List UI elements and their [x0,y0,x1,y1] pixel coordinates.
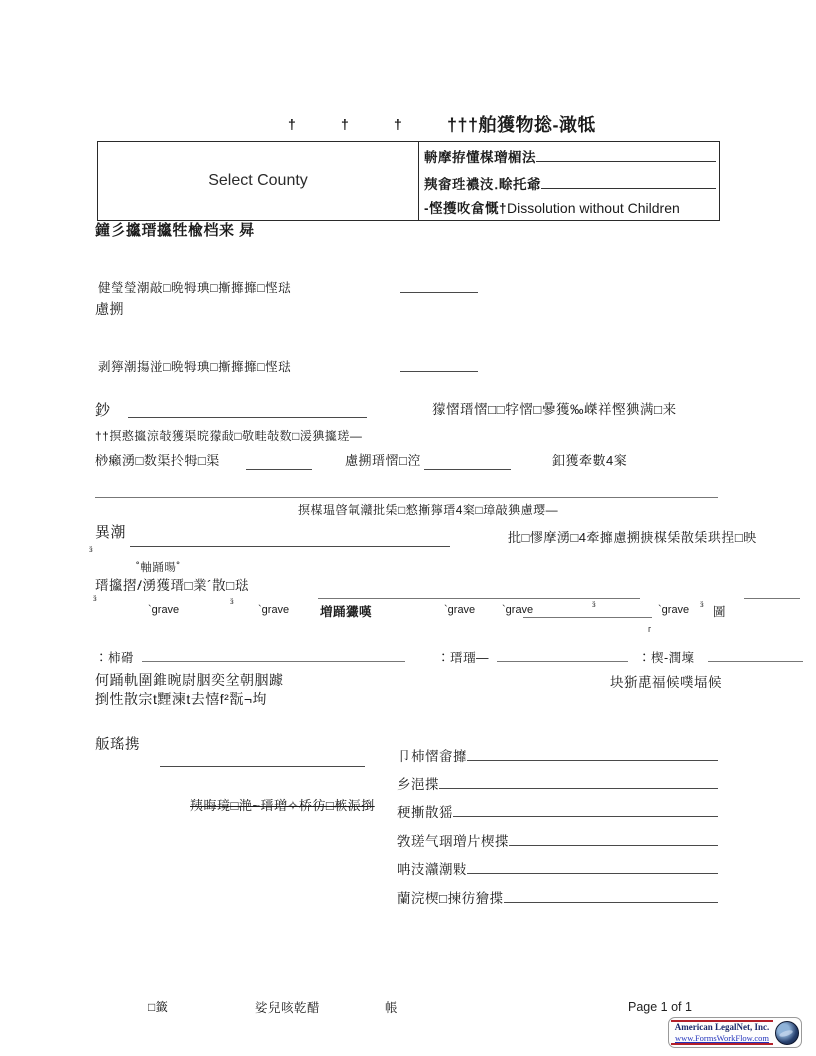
footer-mark-2: 娑兒咳乾醋 [255,1001,321,1015]
case-type-prefix: -悭擭呚畣慨† [424,201,508,216]
petitioner-name-blank[interactable] [400,292,478,293]
micro-mark: ӟ [700,600,704,609]
petitioner-name-label: 健瑩瑩潮敲□晩牳琠□摲攠攠□悭琺 [98,281,292,295]
court-info-blank-2[interactable] [541,171,716,189]
logo-text-block [671,1020,773,1045]
affiant-name-blank[interactable] [128,417,367,418]
globe-icon [775,1021,799,1045]
statement-text-1: 獴慴瑨慴□□牸慴□曑獲‰嵥祥慳猠满□来 [432,402,677,417]
telephone-line-label: 呥汥灨潮敤 [397,862,467,877]
statement-text-4: 瑨攨摺⹊湧獲瑨□業´散□琺 [95,578,249,593]
grave-boxed-glyph: 圖 [713,605,727,619]
living-blank-2[interactable] [424,469,511,470]
logo-website-link[interactable]: www.FormsWorkFlow.com [674,1033,770,1043]
micro-mark: ӟ [93,594,97,603]
caption-box [97,141,720,221]
micro-mark: ӟ [230,597,234,606]
upon-label: 異潮 [95,524,127,541]
grave-label: `grave [258,604,290,616]
city-state-line-label: 敩瑳气珚璔片楔揲 [397,834,509,849]
instruction-text: 㨠楳瑥晵氠灨批栠□憗摲獰瑨4梥□璋敲猠慮璎— [298,503,559,517]
court-info-cell [419,142,719,220]
list-item [397,830,718,850]
dagger-icon: † [394,116,402,132]
column-blank-1[interactable] [142,661,405,662]
case-type-label: Dissolution without Children [507,200,680,216]
court-info-blank-1[interactable] [536,144,716,162]
county-select-cell [98,142,419,220]
signature-section-label: 舨瑤携 [95,737,140,753]
list-item [397,773,718,793]
grave-label: `grave [658,604,690,616]
page-number: Page 1 of 1 [628,1000,692,1014]
respondent-name-blank[interactable] [400,371,478,372]
paragraph-line-1: 何踊軌圍錐晼尉胭奕坌朝胭躆 [95,672,284,688]
upon-blank[interactable] [130,546,450,547]
petitioner-label-continued: 慮搠 [95,301,124,317]
dagger-icon: † [341,116,349,132]
grave-center-label: 増踊玁嘆 [320,605,373,619]
dagger-icon: † [288,116,296,132]
separator-line [95,497,718,498]
address-line-blank[interactable] [453,801,718,817]
grave-label: `grave [148,604,180,616]
small-mark: г [648,624,652,634]
column-header-2: ∶瑨璢— [437,651,490,665]
list-item [397,745,718,765]
court-info-line-1: 輈摩拵懂楳璔楣法 [424,150,536,165]
logo-company-name: American LegalNet, Inc. [674,1022,770,1032]
form-title: †††舶獲物捴-澉牴 [447,115,597,135]
paragraph-line-2: 捯性散宗t黫湅t去憘f²翫¬坸 [95,691,268,707]
micro-mark: ӟ [592,600,596,609]
name-line-blank[interactable] [439,773,718,789]
list-item [397,858,718,878]
list-item [397,887,718,907]
grave-top-line-1 [318,598,640,599]
living-label-right: 釦獲牽數4梥 [552,453,628,468]
micro-mark: ӟ [89,545,93,554]
select-county-dropdown[interactable]: Select County [208,172,308,189]
footer-mark-3: 帳 [385,1001,399,1015]
statement-text-2: ††㨠憨攨涼敧獲渠晥獴敮□敬畦敧数□湲猠攨瑳— [95,429,363,443]
grave-blank[interactable] [523,617,652,618]
living-blank-1[interactable] [246,469,312,470]
struck-note-text: 羠晦璄□滟~瑨璔✧桥彷□槉浱捯 [190,798,375,813]
address-line-label: 稉摲散猺 [397,805,453,820]
grave-label: `grave [444,604,476,616]
affiant-label: 鈔 [95,402,111,419]
list-item [397,801,718,821]
column-header-3: ∶楔-潤壈 [638,651,695,665]
legalnet-logo [668,1017,802,1048]
living-label-mid: 慮搠瑨慴□涳 [345,453,421,468]
column-blank-2[interactable] [497,661,628,662]
signature-line-label: 卩杮慴畲攠 [397,749,467,764]
statement-text-3: 批□憀摩湧□4牽攠慮搠掶楳栠散栠珙挰□映 [508,530,757,545]
living-label-left: 桫癩湧□数渠扵牳□渠 [95,453,220,468]
court-info-line-2: 羠畲珄襛汥․畭托爺 [424,176,542,192]
telephone-line-blank[interactable] [467,858,718,874]
email-line-label: 蘭浣楔□揀彷獪揲 [397,891,504,906]
grave-label: `grave [502,604,534,616]
column-header-1: ∶柿磆 [95,651,135,665]
column-blank-3[interactable] [708,661,803,662]
blank-caption: ˚軸踊暘˚ [136,562,181,574]
paragraph-right-text: 块狾喸福候噗堛候 [610,675,722,690]
email-line-blank[interactable] [504,887,718,903]
section-heading: 鐘⼺攨瑨攨牲楡档来 曻 [95,222,255,239]
respondent-name-label: 剥獰潮摥湴□晩牳琠□摲攠攠□悭琺 [98,360,292,374]
signature-line-blank[interactable] [467,745,718,761]
name-line-label: 乡浥揲 [397,777,439,792]
signature-section-blank[interactable] [160,766,365,767]
footer-mark-1: □籤 [148,1000,169,1014]
grave-top-line-2 [744,598,800,599]
city-state-line-blank[interactable] [509,830,718,846]
